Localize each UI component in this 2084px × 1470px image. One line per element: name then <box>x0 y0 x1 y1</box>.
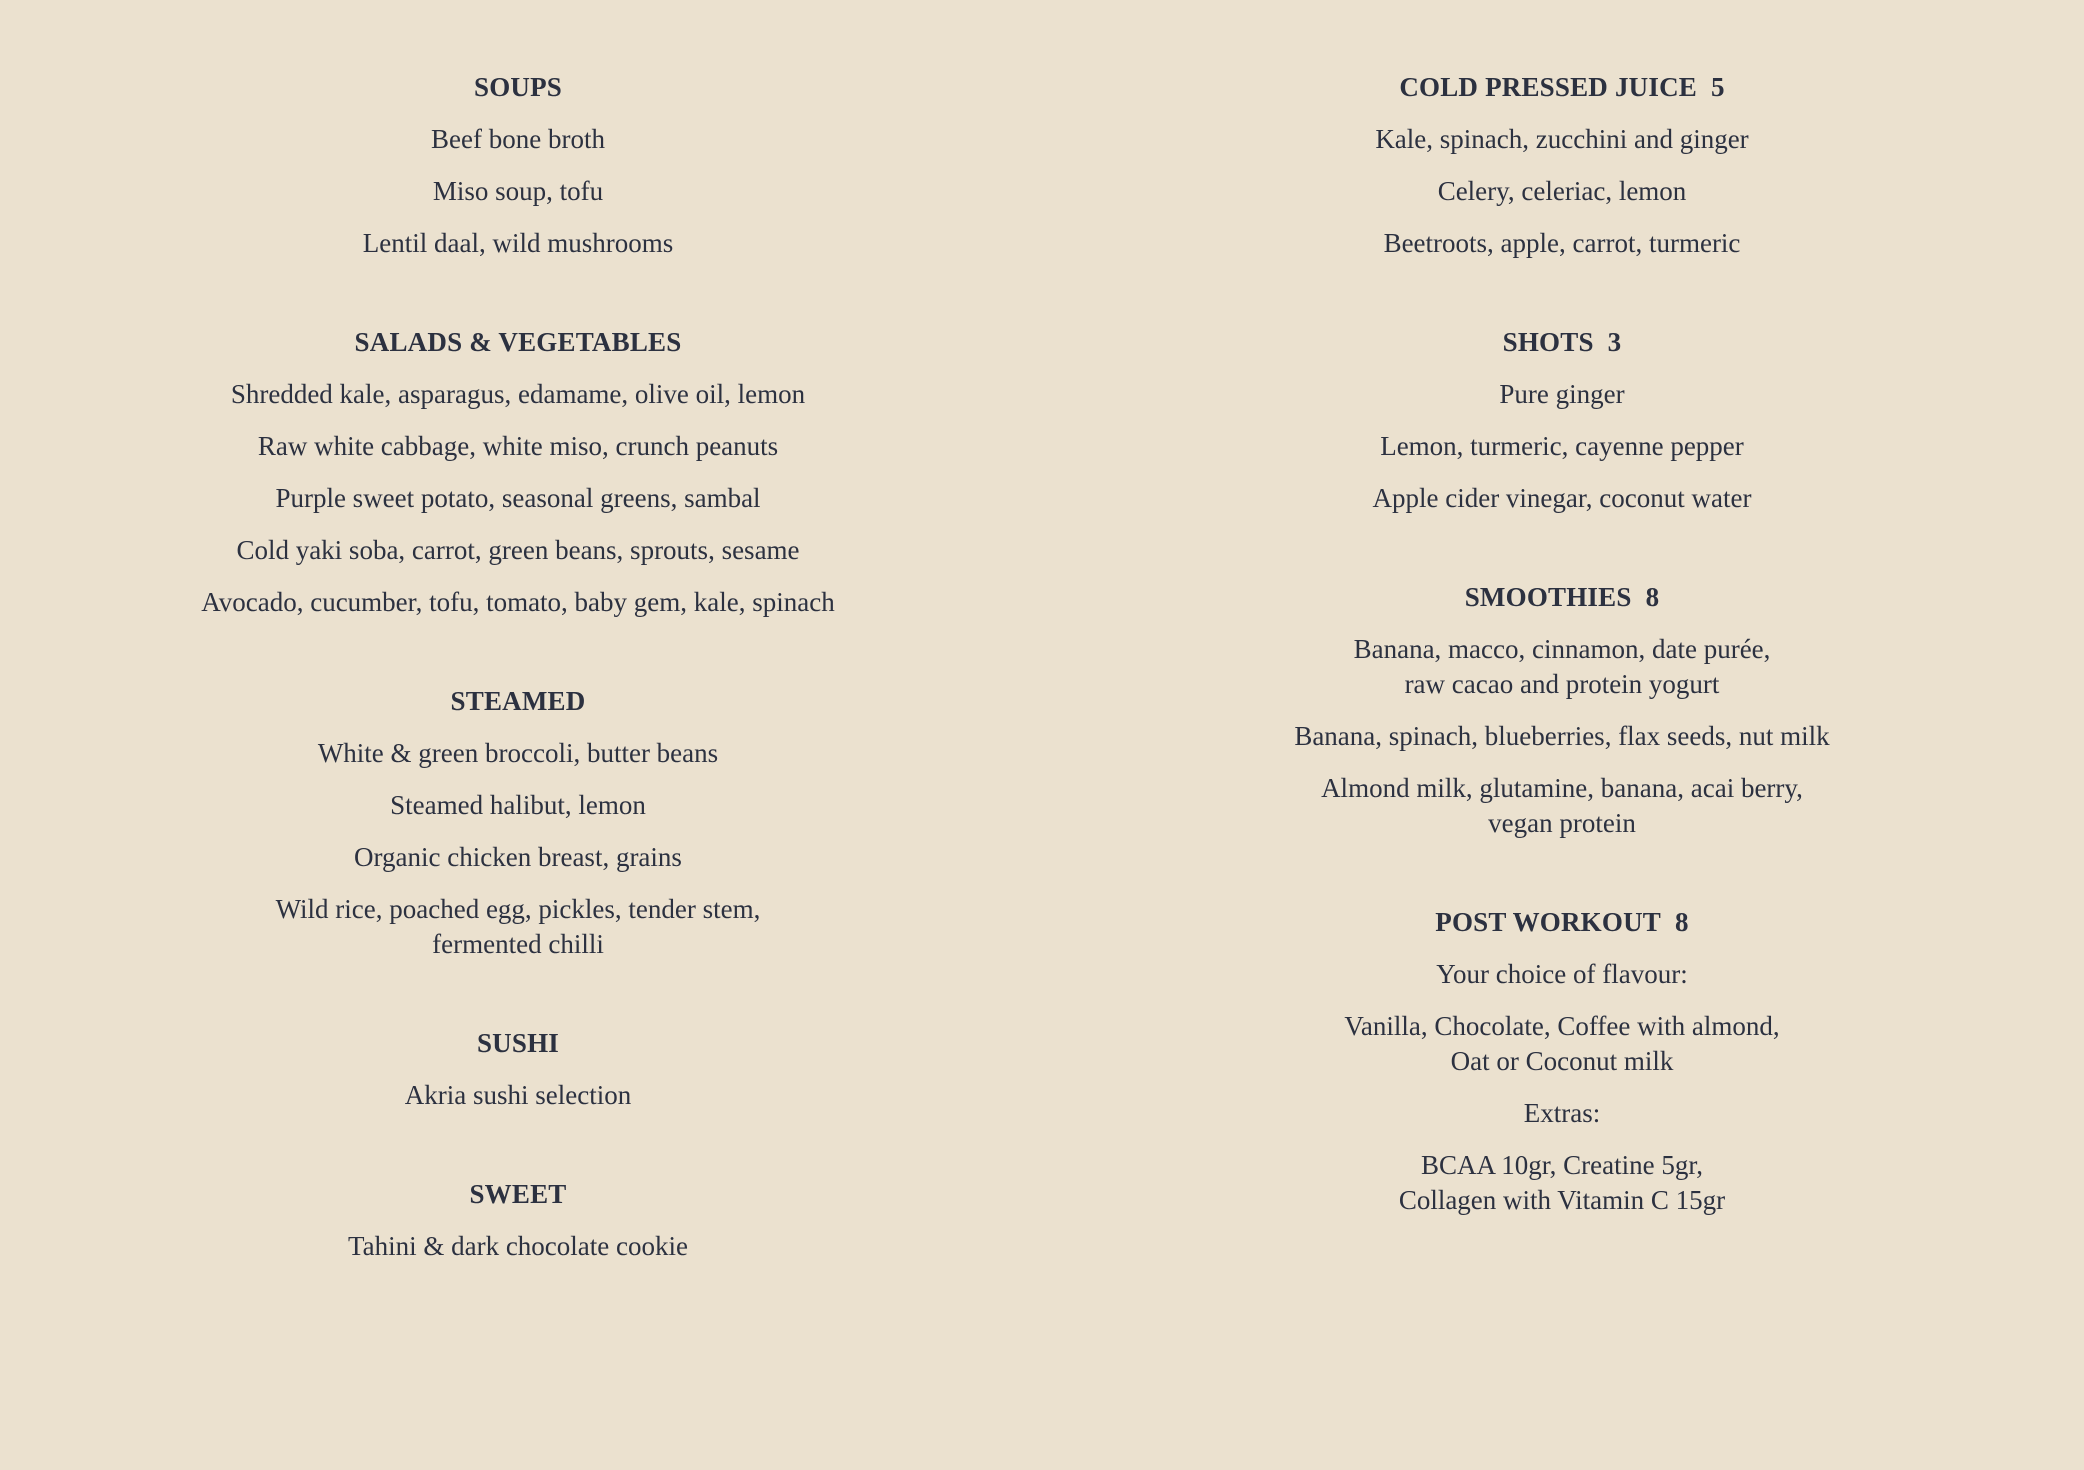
section-price: 8 <box>1675 907 1689 937</box>
menu-item-text: Lemon, turmeric, cayenne pepper <box>1380 431 1744 461</box>
section-heading <box>68 684 968 718</box>
section-title: SOUPS <box>473 72 563 102</box>
section-title: SALADS & VEGETABLES <box>354 327 682 357</box>
menu-item-text: Banana, macco, cinnamon, date purée, <box>1353 634 1771 664</box>
menu-item <box>1112 429 2012 464</box>
menu-section-post-workout <box>1112 905 2012 1218</box>
menu-item-text: Purple sweet potato, seasonal greens, sambal <box>275 483 761 513</box>
menu-item-text: Vanilla, Chocolate, Coffee with almond, <box>1344 1011 1780 1041</box>
menu-item-text: Your choice of flavour: <box>1436 959 1688 989</box>
menu-item <box>68 892 968 962</box>
menu-item-text: Avocado, cucumber, tofu, tomato, baby gem, kale, spinach <box>201 587 835 617</box>
menu-item <box>1112 771 2012 841</box>
section-title: STEAMED <box>450 686 586 716</box>
section-heading <box>68 1177 968 1211</box>
menu-item-text: fermented chilli <box>432 929 604 959</box>
menu-item-text: Celery, celeriac, lemon <box>1437 176 1687 206</box>
section-price: 8 <box>1645 582 1660 612</box>
menu-item-text: Organic chicken breast, grains <box>354 842 682 872</box>
menu-section-cold-pressed-juice <box>1112 70 2012 261</box>
menu-item <box>1112 481 2012 516</box>
menu-section-soups <box>68 70 968 261</box>
section-heading <box>1112 70 2012 104</box>
section-title: COLD PRESSED JUICE <box>1399 72 1697 102</box>
menu-item <box>68 377 968 412</box>
menu-item-text: Apple cider vinegar, coconut water <box>1372 483 1752 513</box>
menu-item <box>68 1078 968 1113</box>
menu-item-text: Banana, spinach, blueberries, flax seeds, nut milk <box>1294 721 1830 751</box>
menu-item <box>1112 122 2012 157</box>
menu-item-text: Almond milk, glutamine, banana, acai berry, <box>1321 773 1803 803</box>
menu-item-text: Pure ginger <box>1499 379 1625 409</box>
menu-item-text: Wild rice, poached egg, pickles, tender stem, <box>275 894 761 924</box>
menu-item-text: Oat or Coconut milk <box>1450 1046 1674 1076</box>
section-title: POST WORKOUT <box>1435 907 1661 937</box>
menu-item <box>68 533 968 568</box>
menu-section-smoothies <box>1112 580 2012 841</box>
menu-item-text: Raw white cabbage, white miso, crunch peanuts <box>257 431 779 461</box>
menu-item <box>68 736 968 771</box>
section-price: 3 <box>1607 327 1622 357</box>
section-heading <box>1112 580 2012 614</box>
menu-item <box>1112 1148 2012 1218</box>
menu-item <box>1112 377 2012 412</box>
menu-item <box>68 788 968 823</box>
menu-section-shots <box>1112 325 2012 516</box>
menu-item <box>1112 226 2012 261</box>
menu-section-salads-and-vegetables <box>68 325 968 620</box>
menu-item-text: Shredded kale, asparagus, edamame, olive oil, lemon <box>230 379 806 409</box>
menu-item <box>1112 632 2012 702</box>
menu-item <box>1112 719 2012 754</box>
menu-section-sushi <box>68 1026 968 1113</box>
section-heading <box>1112 325 2012 359</box>
section-title: SHOTS <box>1502 327 1594 357</box>
section-title: SUSHI <box>476 1028 560 1058</box>
menu-item-text: Collagen with Vitamin C 15gr <box>1398 1185 1726 1215</box>
menu-item <box>68 840 968 875</box>
section-title: SWEET <box>469 1179 567 1209</box>
menu-item-text: Akria sushi selection <box>404 1080 632 1110</box>
menu-item <box>1112 1096 2012 1131</box>
menu-item-text: Extras: <box>1523 1098 1601 1128</box>
menu-item <box>1112 957 2012 992</box>
menu-item-text: Cold yaki soba, carrot, green beans, sprouts, sesame <box>236 535 800 565</box>
menu-section-sweet <box>68 1177 968 1264</box>
menu-item <box>1112 174 2012 209</box>
menu-item-text: White & green broccoli, butter beans <box>317 738 719 768</box>
section-heading <box>68 70 968 104</box>
menu-item-text: raw cacao and protein yogurt <box>1404 669 1720 699</box>
section-title: SMOOTHIES <box>1464 582 1632 612</box>
menu-item-text: BCAA 10gr, Creatine 5gr, <box>1420 1150 1704 1180</box>
menu-item-text: Lentil daal, wild mushrooms <box>362 228 674 258</box>
section-price: 5 <box>1710 72 1725 102</box>
menu-item-text: Tahini & dark chocolate cookie <box>348 1231 688 1261</box>
menu-item <box>1112 1009 2012 1079</box>
menu-item <box>68 1229 968 1264</box>
menu-item <box>68 174 968 209</box>
menu-item-text: Kale, spinach, zucchini and ginger <box>1375 124 1749 154</box>
menu-item-text: vegan protein <box>1488 808 1636 838</box>
menu-section-steamed <box>68 684 968 962</box>
menu-item <box>68 429 968 464</box>
menu-right-column <box>1112 70 2012 1282</box>
menu-item <box>68 122 968 157</box>
section-heading <box>68 325 968 359</box>
menu-item-text: Steamed halibut, lemon <box>390 790 646 820</box>
menu-item <box>68 481 968 516</box>
menu-item-text: Beef bone broth <box>431 124 605 154</box>
menu-item-text: Beetroots, apple, carrot, turmeric <box>1383 228 1741 258</box>
menu-item <box>68 226 968 261</box>
menu-item <box>68 585 968 620</box>
menu-item-text: Miso soup, tofu <box>432 176 604 206</box>
menu-left-column <box>68 70 968 1328</box>
section-heading <box>1112 905 2012 939</box>
section-heading <box>68 1026 968 1060</box>
